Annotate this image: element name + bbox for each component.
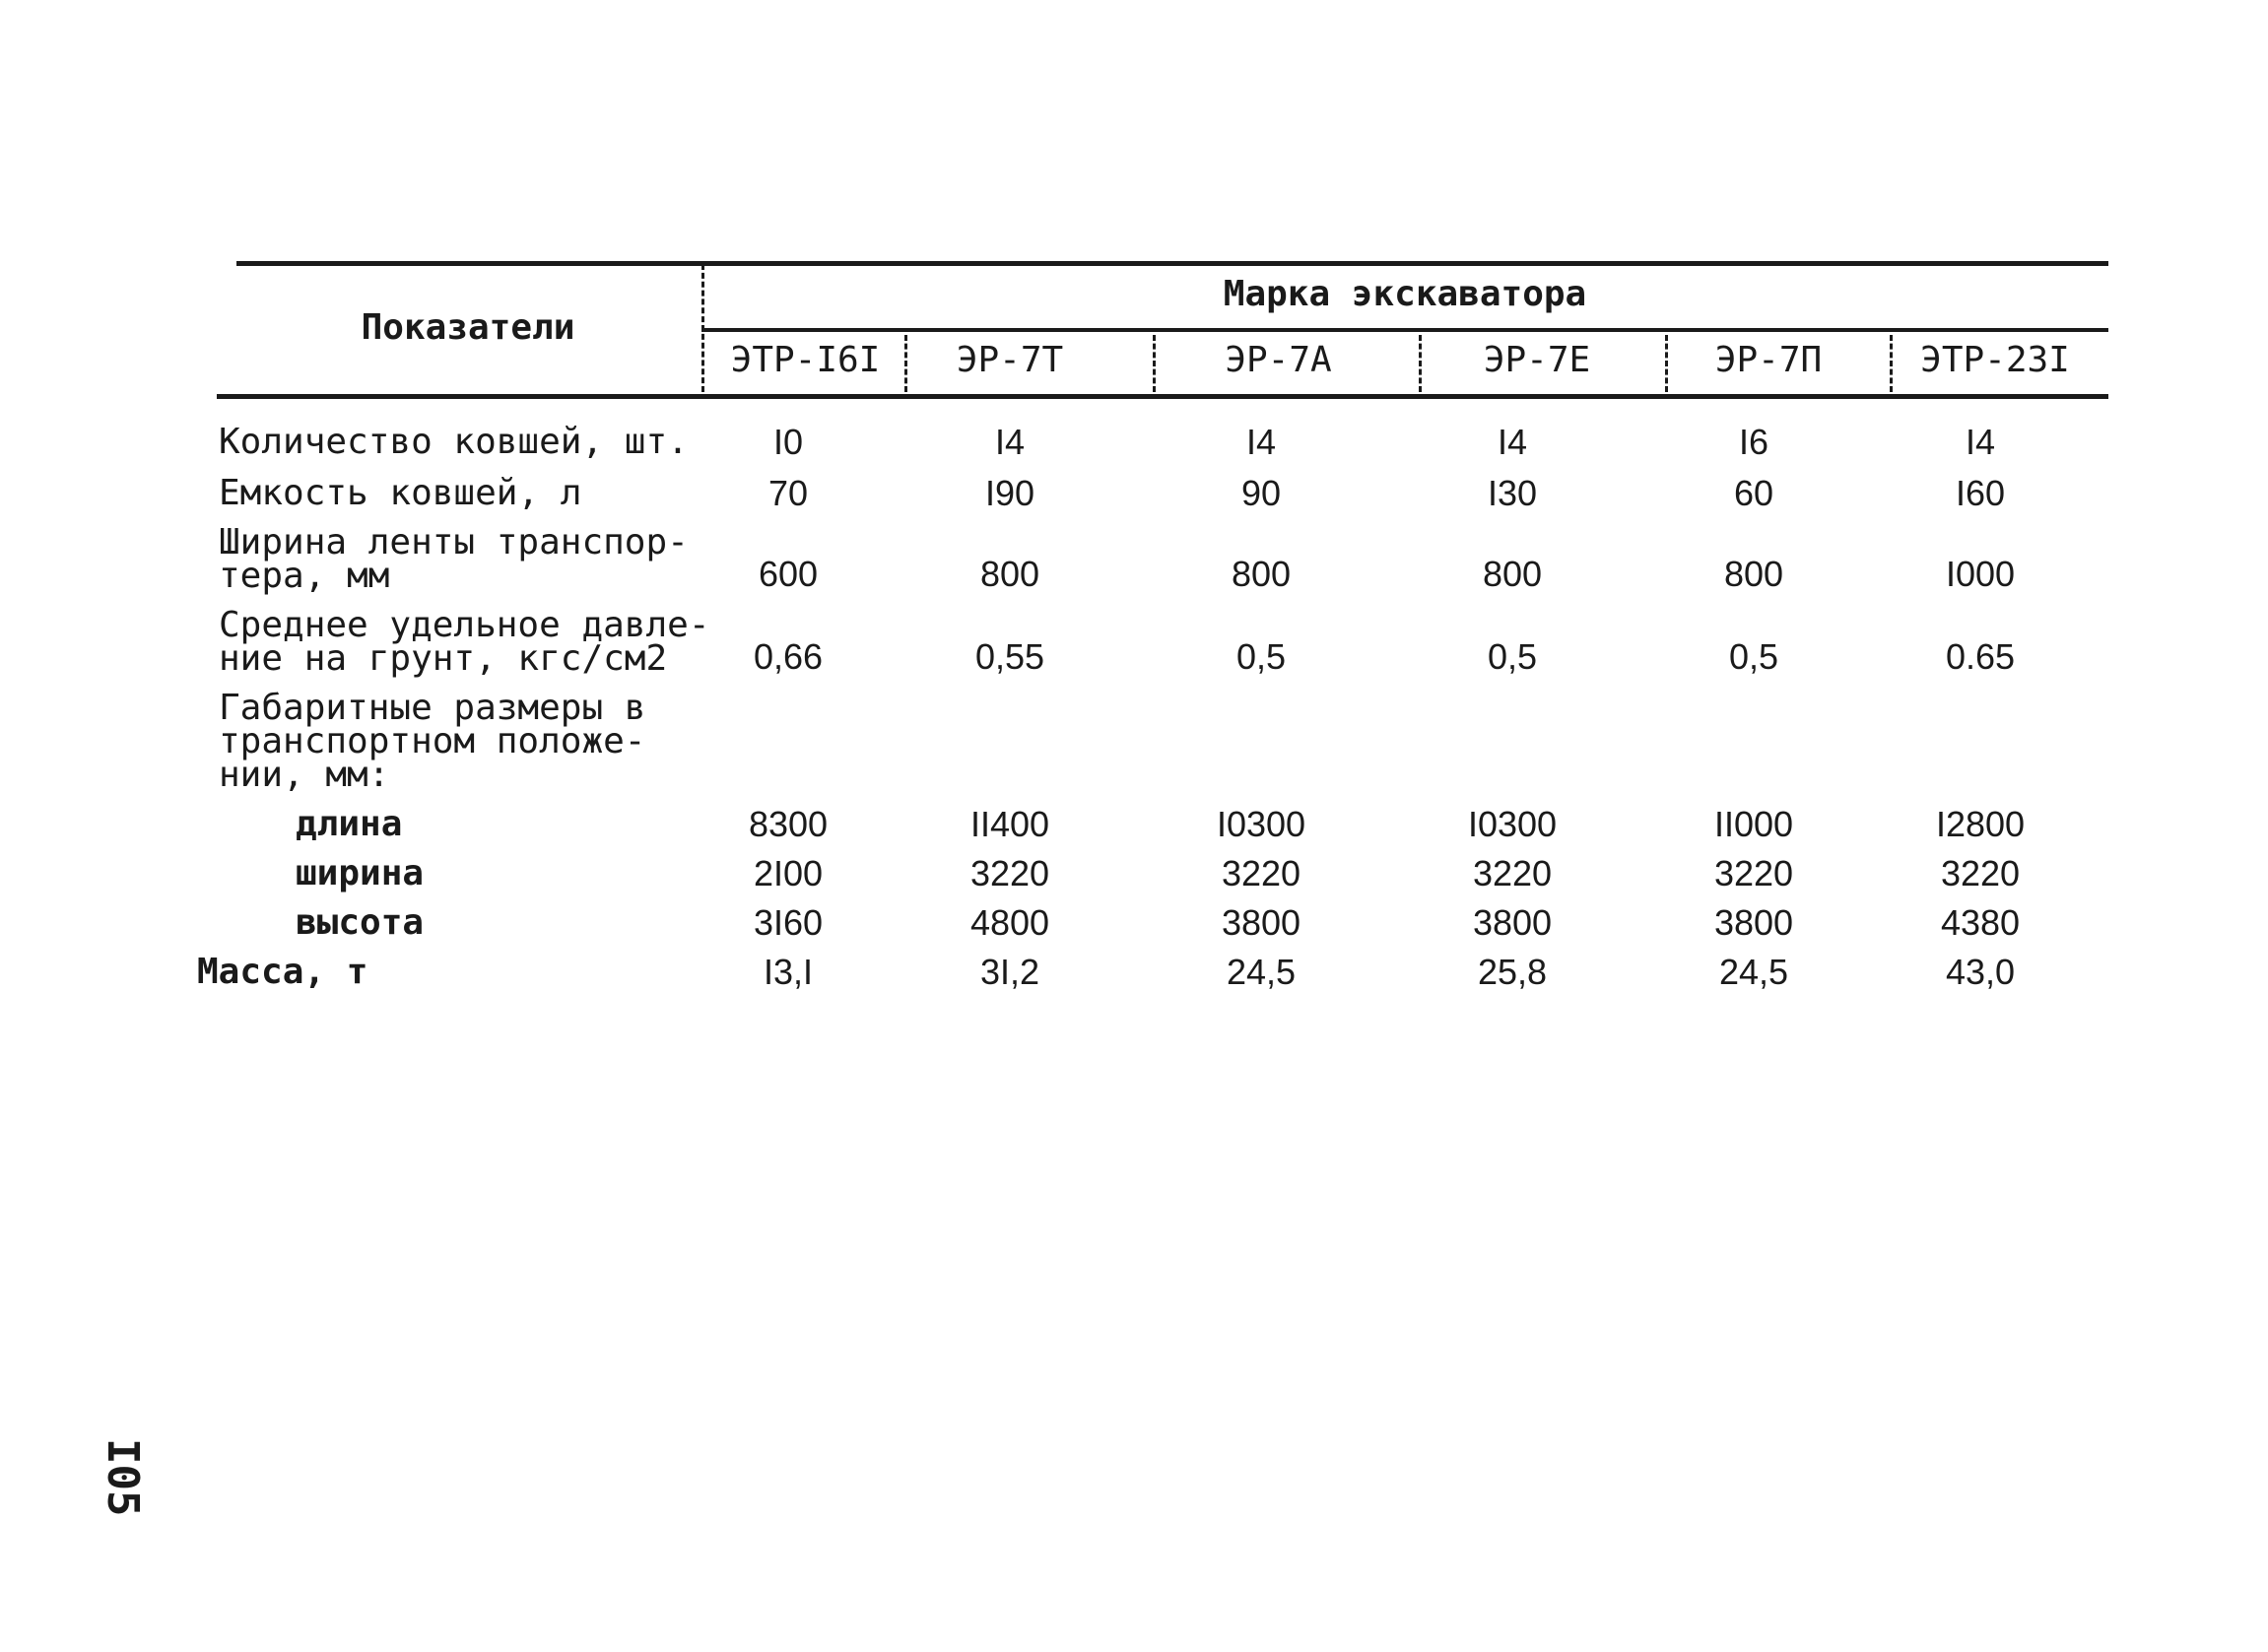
table-cell: 70 (767, 473, 809, 513)
table-cell: 8300 (748, 804, 829, 844)
table-cell: 4800 (969, 902, 1050, 943)
table-cell: 3800 (1713, 902, 1794, 943)
model-header: ЭТР-I6I (730, 340, 881, 380)
table-cell: 24,5 (1718, 952, 1789, 992)
row-label: Емкость ковшей, л (219, 473, 582, 513)
table-cell: 3220 (1940, 853, 2021, 893)
table-cell: 24,5 (1226, 952, 1297, 992)
table-top-rule (236, 261, 2108, 266)
row-label: длина (296, 804, 403, 844)
page-number: I05 (98, 1438, 148, 1517)
table-cell: 0,5 (1487, 636, 1538, 677)
model-header: ЭТР-23I (1920, 340, 2070, 380)
table-cell: 800 (1723, 554, 1784, 594)
table-cell: I3,I (763, 952, 814, 992)
table-cell: I4 (994, 422, 1026, 462)
column-separator (1665, 335, 1668, 392)
table-cell: I6 (1738, 422, 1769, 462)
table-cell: 3I60 (753, 902, 824, 943)
model-header: ЭР-7П (1714, 340, 1823, 380)
row-label: высота (296, 902, 425, 943)
table-cell: 800 (1482, 554, 1543, 594)
row-label: ширина (296, 853, 425, 893)
table-cell: 800 (979, 554, 1040, 594)
column-separator (1153, 335, 1156, 392)
table-cell: 3220 (969, 853, 1050, 893)
header-divider-rule (701, 328, 2108, 332)
header-excavator-brand: Марка экскаватора (1223, 274, 1587, 314)
table-cell: 25,8 (1477, 952, 1548, 992)
table-cell: I30 (1487, 473, 1538, 513)
table-cell: I4 (1497, 422, 1528, 462)
table-cell: 60 (1733, 473, 1774, 513)
table-cell: 43,0 (1945, 952, 2016, 992)
table-cell: 2I00 (753, 853, 824, 893)
table-cell: I4 (1245, 422, 1277, 462)
table-cell: 0,5 (1235, 636, 1287, 677)
model-header: ЭР-7Е (1483, 340, 1591, 380)
table-cell: II400 (969, 804, 1050, 844)
table-cell: I4 (1965, 422, 1996, 462)
table-cell: I000 (1945, 554, 2016, 594)
column-separator (1419, 335, 1422, 392)
row-label: Ширина ленты транспор- тера, мм (219, 522, 689, 596)
row-label: Габаритные размеры в транспортном положе- нии, мм: (219, 688, 646, 795)
table-cell: I0 (772, 422, 804, 462)
model-header: ЭР-7А (1225, 340, 1332, 380)
table-cell: I60 (1955, 473, 2006, 513)
table-cell: 3220 (1221, 853, 1301, 893)
row-label: Количество ковшей, шт. (219, 422, 689, 462)
table-cell: I2800 (1935, 804, 2026, 844)
header-bottom-rule (217, 394, 2108, 399)
model-header: ЭР-7Т (956, 340, 1064, 380)
table-cell: 0.65 (1945, 636, 2016, 677)
table-cell: I90 (984, 473, 1035, 513)
table-cell: 3220 (1713, 853, 1794, 893)
row-label: Среднее удельное давле- ние на грунт, кгс/см2 (219, 605, 710, 679)
header-indicators: Показатели (361, 307, 575, 348)
table-cell: II000 (1713, 804, 1794, 844)
table-cell: 3800 (1221, 902, 1301, 943)
table-cell: 3I,2 (979, 952, 1040, 992)
table-cell: 0,55 (974, 636, 1045, 677)
column-separator (904, 335, 907, 392)
table-cell: 4380 (1940, 902, 2021, 943)
table-cell: 800 (1231, 554, 1292, 594)
table-cell: I0300 (1467, 804, 1558, 844)
table-cell: 600 (758, 554, 819, 594)
table-cell: 3220 (1472, 853, 1553, 893)
table-cell: 3800 (1472, 902, 1553, 943)
column-separator (1890, 335, 1893, 392)
table-cell: 0,5 (1728, 636, 1779, 677)
table-cell: 0,66 (753, 636, 824, 677)
table-cell: 90 (1240, 473, 1282, 513)
table-cell: I0300 (1216, 804, 1306, 844)
row-label: Масса, т (197, 952, 368, 992)
